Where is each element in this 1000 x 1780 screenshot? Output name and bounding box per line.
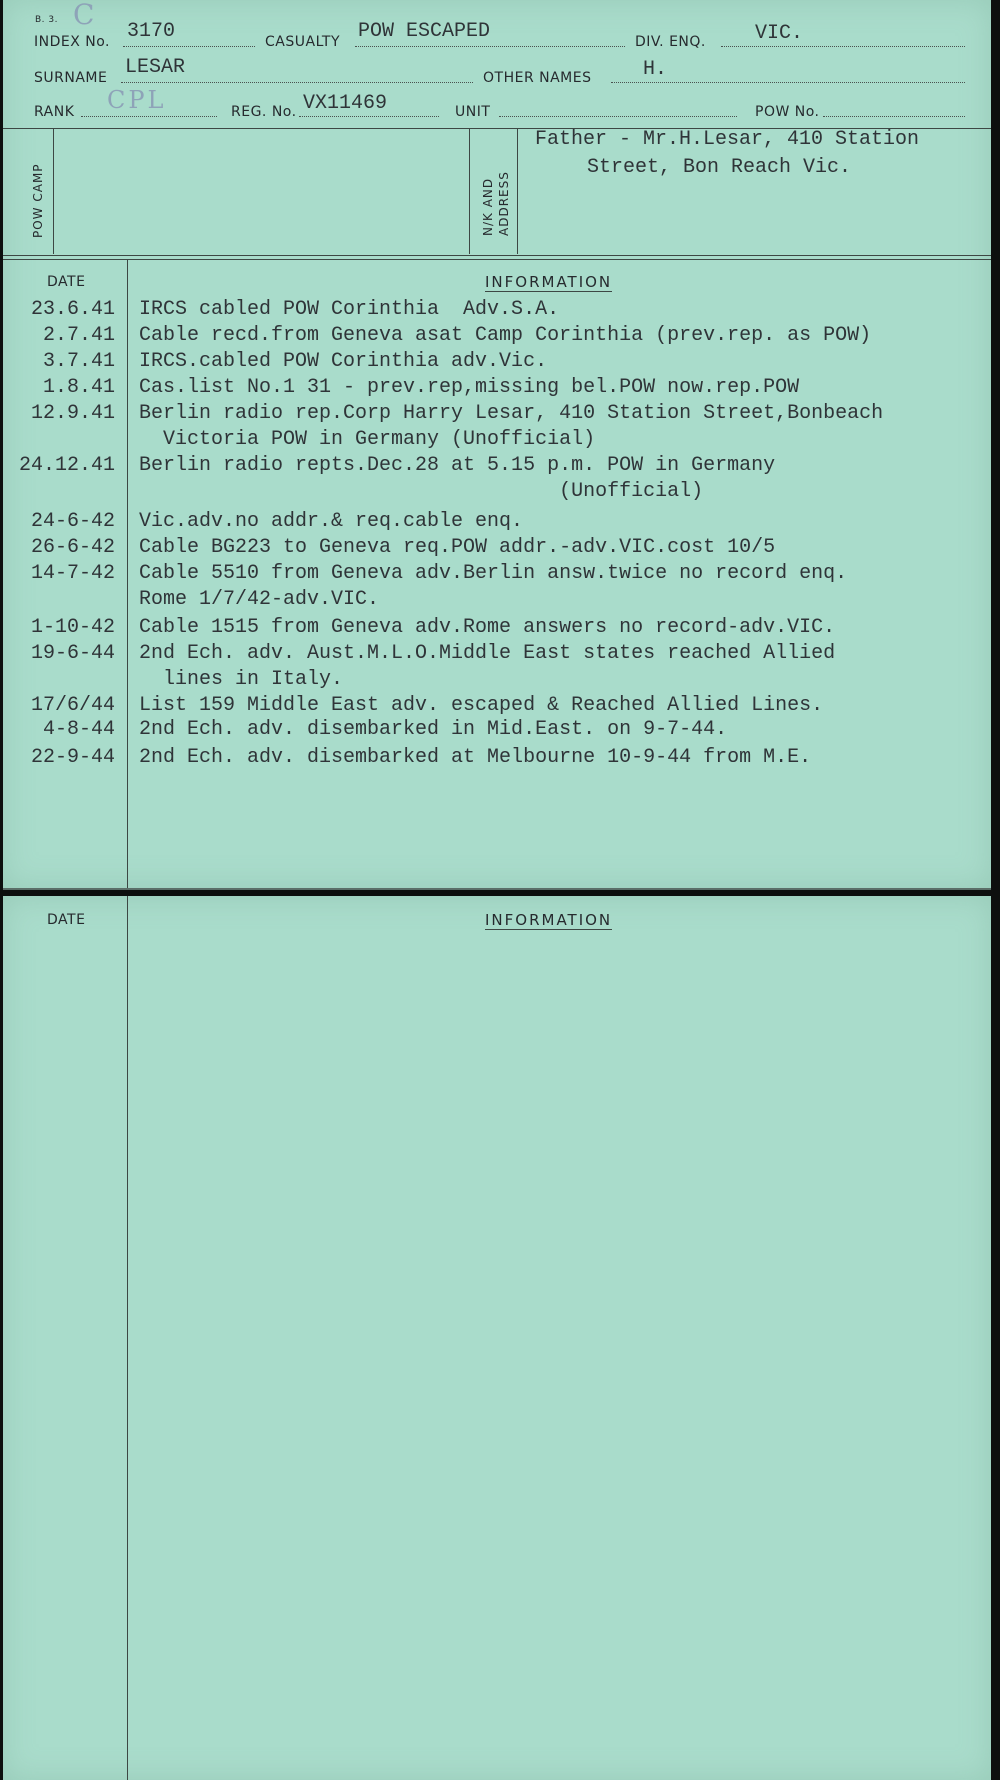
table-row xyxy=(9,536,989,562)
other-names-value: H. xyxy=(643,58,668,81)
row-information: Cable BG223 to Geneva req.POW addr.-adv.VIC.cost 10/5 xyxy=(139,536,776,559)
pow-camp-label: POW CAMP xyxy=(31,163,45,238)
casualty-value: POW ESCAPED xyxy=(358,20,491,43)
form-code: B. 3. xyxy=(35,15,58,25)
row-information: 2nd Ech. adv. disembarked in Mid.East. on 9-7-44. xyxy=(139,718,728,741)
table-row xyxy=(9,350,989,376)
information-header: INFORMATION xyxy=(485,273,613,291)
row-information: Berlin radio rep.Corp Harry Lesar, 410 Station Street,Bonbeach xyxy=(139,402,884,425)
row-information: lines in Italy. xyxy=(139,668,344,691)
table-row xyxy=(9,402,989,428)
nk-label-1: N/K AND xyxy=(481,177,495,236)
row-information: Cable 5510 from Geneva adv.Berlin answ.twice no record enq. xyxy=(139,562,848,585)
row-date: 14-7-42 xyxy=(30,562,115,585)
row-information: IRCS cabled POW Corinthia Adv.S.A. xyxy=(139,298,560,321)
row-date: 24-6-42 xyxy=(30,510,115,533)
row-information: IRCS.cabled POW Corinthia adv.Vic. xyxy=(139,350,548,373)
table-row xyxy=(9,428,989,454)
reg-no-label: REG. No. xyxy=(231,104,297,120)
table-row xyxy=(9,616,989,642)
div-enq-value: VIC. xyxy=(755,22,804,45)
row-information: Cas.list No.1 31 - prev.rep,missing bel.POW now.rep.POW xyxy=(139,376,800,399)
row-date: 3.7.41 xyxy=(42,350,115,373)
unit-label: UNIT xyxy=(455,104,491,120)
table-row xyxy=(9,510,989,536)
table-row xyxy=(9,694,989,720)
row-information: Vic.adv.no addr.& req.cable enq. xyxy=(139,510,524,533)
row-information: Rome 1/7/42-adv.VIC. xyxy=(139,588,380,611)
table-row xyxy=(9,668,989,694)
row-information: Cable 1515 from Geneva adv.Rome answers no record-adv.VIC. xyxy=(139,616,836,639)
table-row xyxy=(9,480,989,506)
row-information: Cable recd.from Geneva asat Camp Corinthia (prev.rep. as POW) xyxy=(139,324,872,347)
table-row xyxy=(9,718,989,744)
table-row xyxy=(9,588,989,614)
row-date: 12.9.41 xyxy=(30,402,115,425)
record-card-back xyxy=(3,896,991,1780)
table-row xyxy=(9,642,989,668)
table-row xyxy=(9,376,989,402)
surname-value: LESAR xyxy=(125,56,186,79)
row-date: 22-9-44 xyxy=(30,746,115,769)
row-information: 2nd Ech. adv. Aust.M.L.O.Middle East states reached Allied xyxy=(139,642,836,665)
table-row xyxy=(9,324,989,350)
row-date: 24.12.41 xyxy=(18,454,115,477)
row-information: Victoria POW in Germany (Unofficial) xyxy=(139,428,596,451)
row-date: 19-6-44 xyxy=(30,642,115,665)
rank-value-handwritten: CPL xyxy=(107,86,167,114)
row-information: List 159 Middle East adv. escaped & Reached Allied Lines. xyxy=(139,694,824,717)
surname-label: SURNAME xyxy=(34,70,108,86)
div-enq-label: DIV. ENQ. xyxy=(635,34,706,50)
table-row xyxy=(9,298,989,324)
row-information: Berlin radio repts.Dec.28 at 5.15 p.m. POW in Germany xyxy=(139,454,776,477)
address-line-1: Father - Mr.H.Lesar, 410 Station xyxy=(535,128,920,151)
index-value: 3170 xyxy=(127,20,176,43)
address-line-2: Street, Bon Reach Vic. xyxy=(587,156,852,179)
information-header-back: INFORMATION xyxy=(485,911,613,929)
row-date: 2.7.41 xyxy=(42,324,115,347)
casualty-label: CASUALTY xyxy=(265,34,341,50)
nk-label-2: ADDRESS xyxy=(497,171,511,236)
row-date: 4-8-44 xyxy=(42,718,115,741)
table-row xyxy=(9,746,989,772)
row-date: 17/6/44 xyxy=(30,694,115,717)
index-label: INDEX No. xyxy=(34,34,111,50)
row-information: (Unofficial) xyxy=(139,480,704,503)
row-date: 23.6.41 xyxy=(30,298,115,321)
row-date: 26-6-42 xyxy=(30,536,115,559)
table-row xyxy=(9,454,989,480)
table-row xyxy=(9,562,989,588)
row-date: 1-10-42 xyxy=(30,616,115,639)
reg-no-value: VX11469 xyxy=(303,92,388,115)
index-mark-handwritten: C xyxy=(73,0,95,31)
row-information: 2nd Ech. adv. disembarked at Melbourne 10-9-44 from M.E. xyxy=(139,746,812,769)
other-names-label: OTHER NAMES xyxy=(483,70,592,86)
row-date: 1.8.41 xyxy=(42,376,115,399)
rank-label: RANK xyxy=(34,104,75,120)
record-card-front xyxy=(3,0,991,890)
pow-no-label: POW No. xyxy=(755,104,820,120)
date-header-back: DATE xyxy=(47,912,86,928)
date-header: DATE xyxy=(47,274,86,290)
